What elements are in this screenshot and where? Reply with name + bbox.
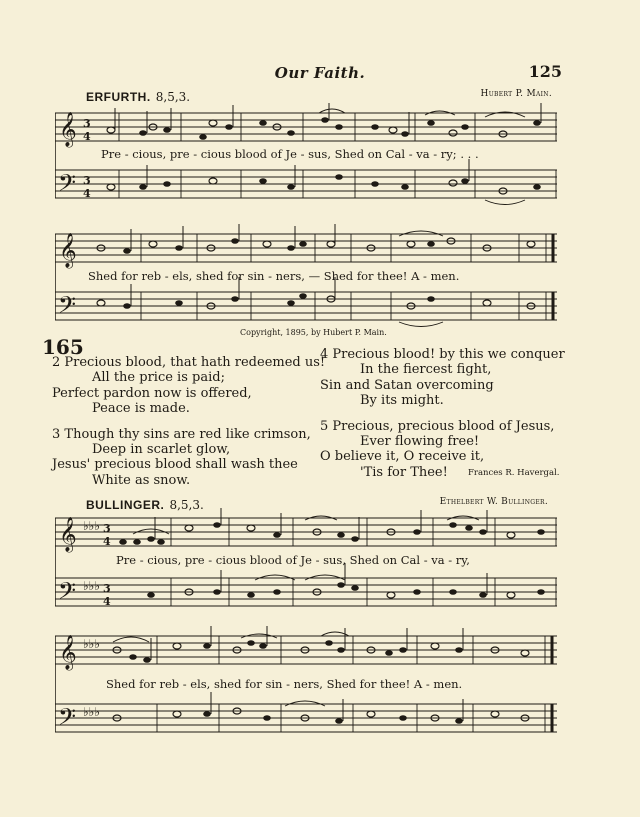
verse-line: 4 Precious blood! by this we conquer: [320, 347, 565, 362]
verse-line: Jesus' precious blood shall wash thee: [52, 457, 298, 473]
page-number: 125: [528, 62, 562, 81]
verse-line: 5 Precious, precious blood of Jesus,: [320, 418, 555, 434]
lyrics-line: Shed for reb - els, shed for sin - ners, — Shed for thee! A - men.: [88, 269, 460, 283]
svg-text:3: 3: [103, 522, 111, 535]
verse-line: Peace is made.: [92, 401, 190, 417]
verse-line: Perfect pardon now is offered,: [52, 385, 252, 401]
verse-line: All the price is paid;: [92, 370, 225, 386]
svg-text:4: 4: [103, 595, 111, 608]
svg-text:3: 3: [83, 117, 91, 130]
svg-text:𝄞: 𝄞: [59, 635, 77, 670]
lyrics-line: Shed for reb - els, shed for sin - ners, Shed for thee! A - men.: [106, 677, 463, 691]
verse-line: Sin and Satan overcoming: [320, 377, 494, 393]
verse-line: 'Tis for Thee!: [360, 464, 448, 480]
verse-column-right: [320, 347, 565, 480]
svg-text:𝄞: 𝄞: [59, 112, 77, 147]
tune-name: BULLINGER.: [86, 498, 165, 512]
verse-line: Ever flowing free!: [360, 434, 480, 450]
svg-text:𝄞: 𝄞: [59, 517, 77, 552]
svg-text:4: 4: [83, 187, 91, 200]
svg-text:♭♭♭: ♭♭♭: [83, 579, 100, 593]
running-header-title: Our Faith.: [274, 64, 366, 82]
svg-text:4: 4: [103, 535, 111, 548]
svg-text:3: 3: [83, 174, 91, 187]
svg-text:𝄞: 𝄞: [59, 233, 77, 268]
svg-text:𝄢: 𝄢: [58, 577, 77, 610]
svg-text:𝄢: 𝄢: [58, 703, 77, 736]
verse-line: Deep in scarlet glow,: [92, 442, 231, 458]
svg-text:♭♭♭: ♭♭♭: [83, 705, 100, 719]
verse-column-left: [52, 355, 325, 488]
lyrics-line: Pre - cious, pre - cious blood of Je - sus, Shed on Cal - va - ry; . . .: [101, 147, 479, 161]
tune-meter: 8,5,3.: [169, 498, 204, 512]
verse-line: 2 Precious blood, that hath redeemed us!: [52, 355, 326, 370]
svg-text:♭♭♭: ♭♭♭: [83, 637, 100, 651]
hymn-number: 165: [42, 335, 84, 359]
tune-name: ERFURTH.: [86, 90, 151, 104]
svg-text:𝄢: 𝄢: [58, 169, 77, 202]
tune-meter: 8,5,3.: [155, 90, 191, 104]
tune-composer: Ethelbert W. Bullinger.: [439, 497, 548, 507]
verse-line: By its might.: [360, 393, 444, 409]
svg-text:3: 3: [103, 582, 111, 595]
copyright-notice: Copyright, 1895, by Hubert P. Main.: [240, 328, 387, 337]
tune-composer: Hubert P. Main.: [480, 89, 552, 99]
svg-text:4: 4: [83, 130, 91, 143]
hymn-author: Frances R. Havergal.: [468, 468, 560, 478]
svg-text:♭♭♭: ♭♭♭: [83, 519, 100, 533]
verse-line: In the fiercest fight,: [360, 362, 492, 378]
lyrics-line: Pre - cious, pre - cious blood of Je - sus, Shed on Cal - va - ry,: [116, 553, 470, 567]
verse-line: White as snow.: [92, 472, 191, 488]
verse-line: 3 Though thy sins are red like crimson,: [52, 426, 311, 442]
verse-line: O believe it, O receive it,: [320, 449, 485, 465]
svg-text:𝄢: 𝄢: [58, 291, 77, 324]
